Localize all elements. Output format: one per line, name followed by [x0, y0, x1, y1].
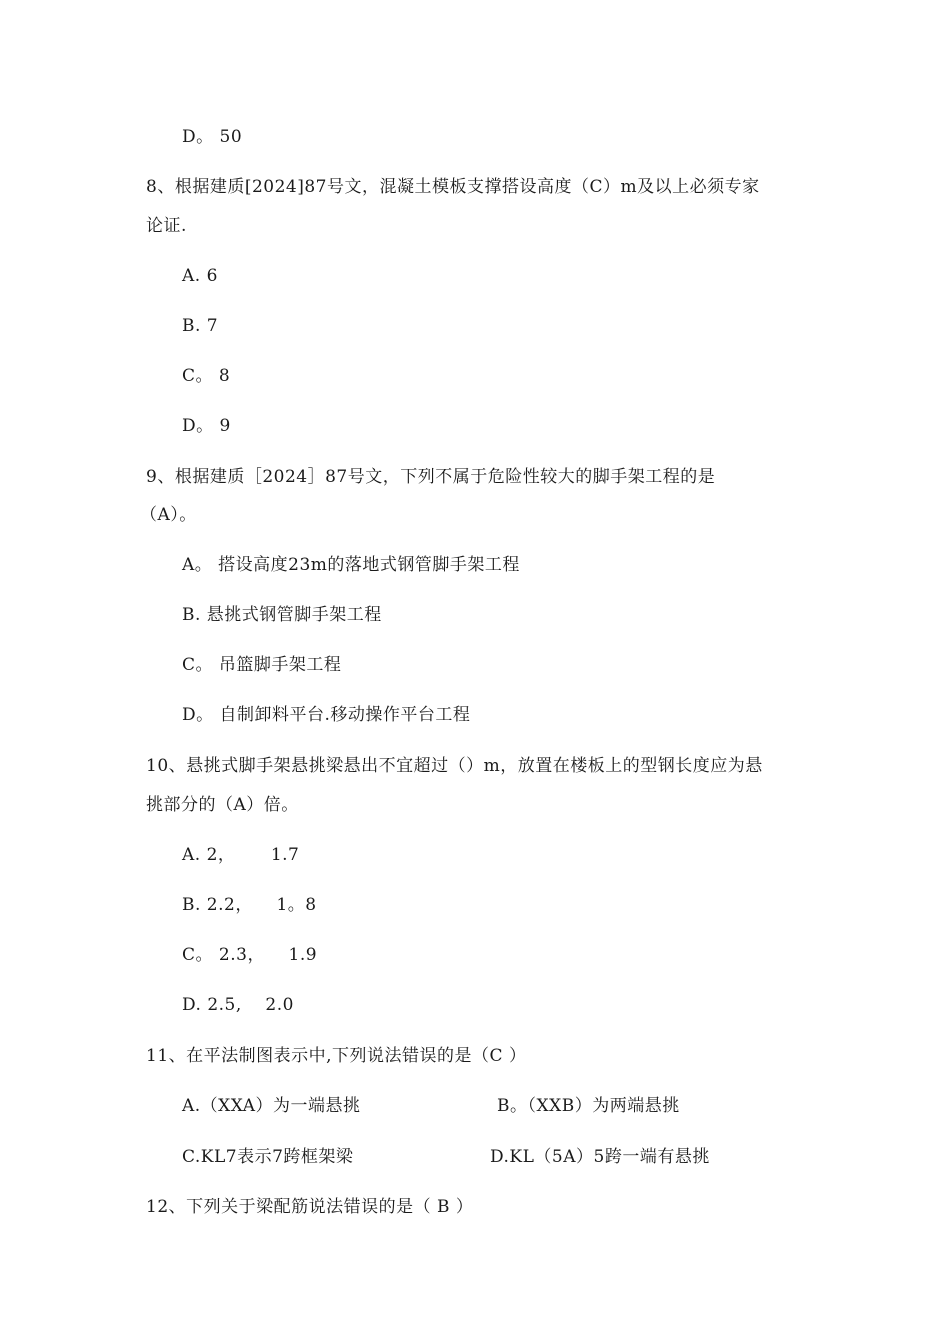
- q9-option-c: C。 吊篮脚手架工程: [182, 655, 342, 675]
- q11-option-d: D.KL（5A）5跨一端有悬挑: [490, 1147, 710, 1167]
- q10-option-c: C。 2.3， 1.9: [182, 945, 318, 965]
- q9-stem-line2: （A）。: [140, 505, 197, 525]
- q7-option-d: D。 50: [182, 127, 243, 147]
- q8-option-c: C。 8: [182, 366, 231, 386]
- q10-stem-line1: 10、悬挑式脚手架悬挑梁悬出不宜超过（）m，放置在楼板上的型钢长度应为悬: [146, 756, 763, 776]
- q8-stem-line1: 8、根据建质[2024]87号文，混凝土模板支撑搭设高度（C）m及以上必须专家: [146, 177, 760, 197]
- q11-option-c: C.KL7表示7跨框架梁: [182, 1147, 354, 1167]
- q8-option-d: D。 9: [182, 416, 231, 436]
- q8-option-a: A. 6: [182, 266, 218, 286]
- q8-stem-line2: 论证.: [146, 216, 187, 236]
- q10-option-b: B. 2.2， 1。8: [182, 895, 317, 915]
- q9-option-d: D。 自制卸料平台.移动操作平台工程: [182, 705, 471, 725]
- q10-option-d: D. 2.5, 2.0: [182, 995, 294, 1015]
- q11-option-b: B。（XXB）为两端悬挑: [497, 1096, 680, 1116]
- q10-stem-line2: 挑部分的（A）倍。: [146, 795, 299, 815]
- q11-option-a: A.（XXA）为一端悬挑: [182, 1096, 361, 1116]
- q9-stem-line1: 9、根据建质［2024］87号文，下列不属于危险性较大的脚手架工程的是: [146, 467, 716, 487]
- q9-option-b: B. 悬挑式钢管脚手架工程: [182, 605, 382, 625]
- q10-option-a: A. 2， 1.7: [182, 845, 300, 865]
- q9-option-a: A。 搭设高度23m的落地式钢管脚手架工程: [182, 555, 520, 575]
- q8-option-b: B. 7: [182, 316, 219, 336]
- q12-stem: 12、下列关于梁配筋说法错误的是（ B ）: [146, 1197, 474, 1217]
- q11-stem: 11、在平法制图表示中,下列说法错误的是（C ）: [146, 1046, 527, 1066]
